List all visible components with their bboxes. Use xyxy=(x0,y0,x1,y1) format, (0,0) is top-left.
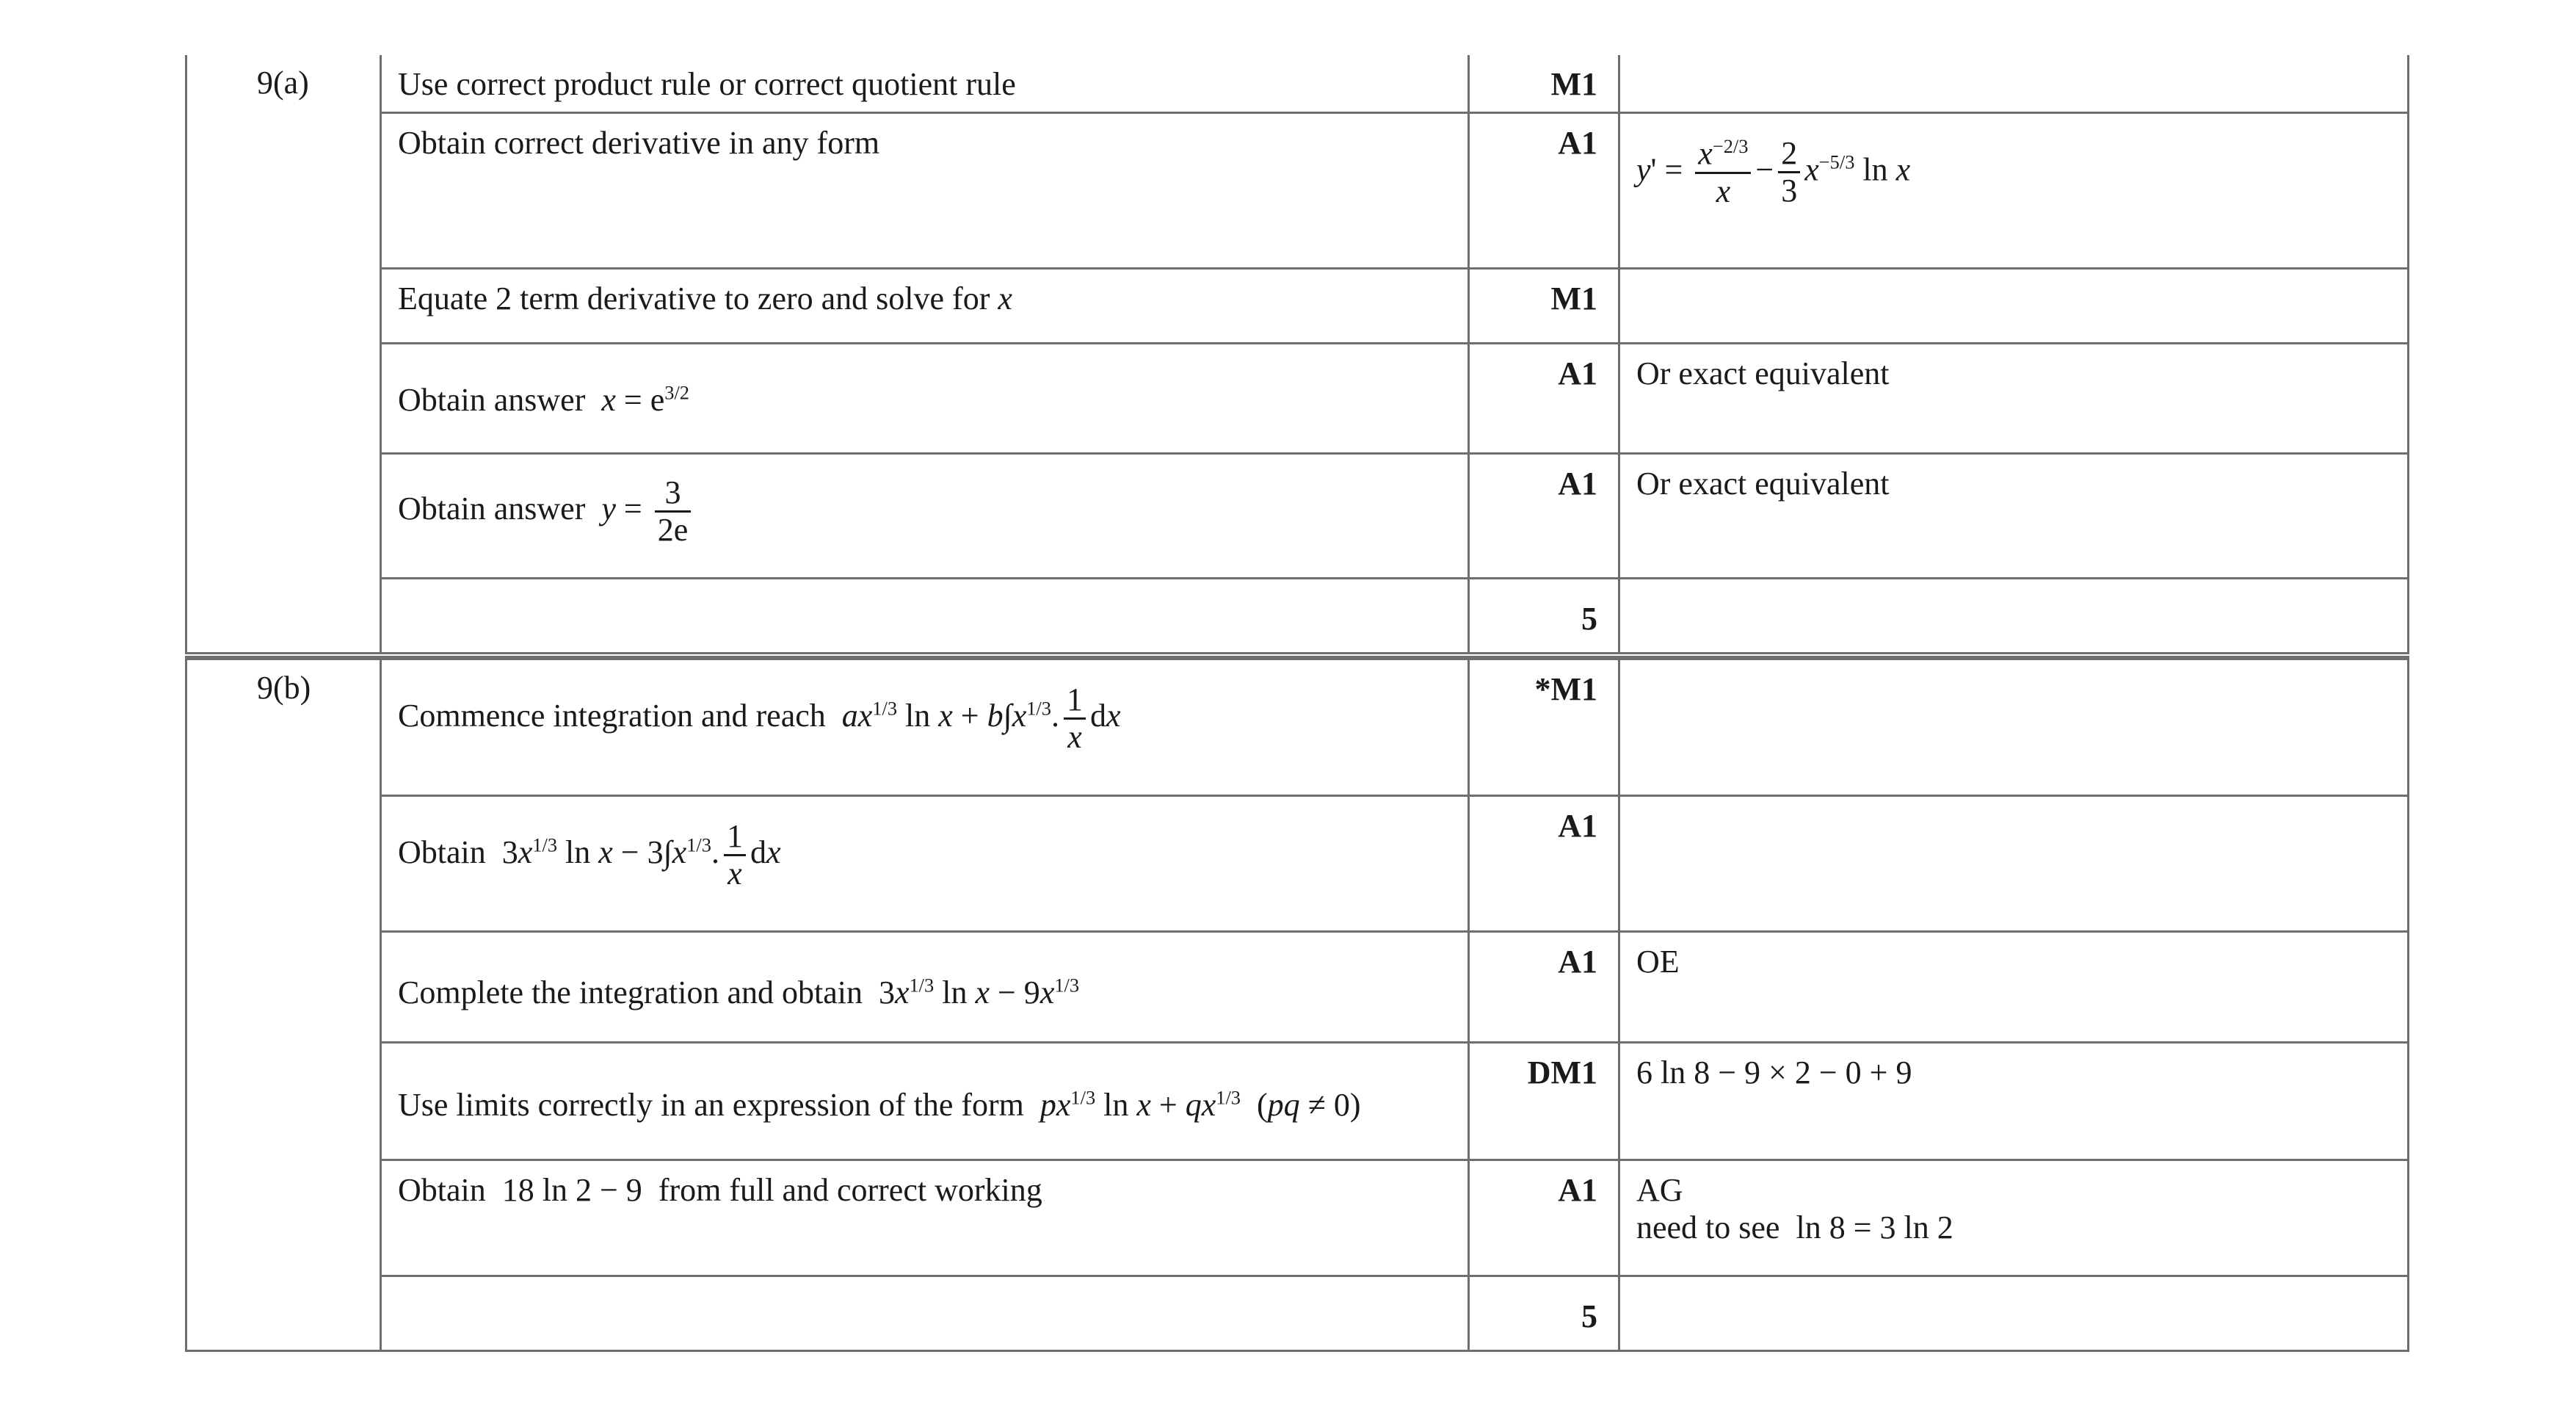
mark-cell: A1 xyxy=(1469,343,1619,453)
mark-cell: M1 xyxy=(1469,55,1619,112)
guidance-cell: 6 ln 8 − 9 × 2 − 0 + 9 xyxy=(1619,1043,2409,1160)
mark-cell: A1 xyxy=(1469,453,1619,578)
answer-cell: Obtain answer y = $\frac{3}{2e}$ xyxy=(381,453,1469,578)
mark-cell: A1 xyxy=(1469,1160,1619,1276)
answer-cell: Obtain correct derivative in any form xyxy=(381,112,1469,268)
guidance-cell xyxy=(1619,659,2409,796)
mark-scheme-table-part-b xyxy=(185,656,2409,1352)
answer-cell: Use correct product rule or correct quotient rule xyxy=(381,55,1469,112)
answer-cell: Commence integration and reach $ax^{1/3}$ $\ln x + b\int x^{1/3}$. $\frac{1}{x}$ dx xyxy=(381,659,1469,796)
answer-cell xyxy=(381,578,1469,653)
guidance-cell: Or exact equivalent xyxy=(1619,343,2409,453)
answer-cell: Obtain answer $x = e^{3/2}$ xyxy=(381,343,1469,453)
mark-scheme-table-part-a xyxy=(185,55,2409,654)
guidance-cell xyxy=(1619,1276,2409,1351)
mark-cell: A1 xyxy=(1469,932,1619,1043)
total-mark-cell: 5 xyxy=(1469,1276,1619,1351)
mark-cell: A1 xyxy=(1469,796,1619,932)
guidance-cell: Or exact equivalent xyxy=(1619,453,2409,578)
guidance-cell: AG need to see ln 8 = 3 ln 2 xyxy=(1619,1160,2409,1276)
guidance-cell xyxy=(1619,112,2409,268)
question-number: 9(a) xyxy=(186,55,381,653)
guidance-cell xyxy=(1619,578,2409,653)
answer-cell: Use limits correctly in an expression of the form $px^{1/3}$ $\ln x + qx^{1/3}$ (pq ≠ 0) xyxy=(381,1043,1469,1160)
mark-cell: M1 xyxy=(1469,268,1619,343)
guidance-cell: OE xyxy=(1619,932,2409,1043)
question-number: 9(b) xyxy=(186,659,381,1351)
answer-cell: Obtain $3x^{1/3}$ $\ln x - 3\int x^{1/3}$. $\frac{1}{x}$ dx xyxy=(381,796,1469,932)
mark-cell: *M1 xyxy=(1469,659,1619,796)
guidance-cell xyxy=(1619,55,2409,112)
answer-cell: Obtain 18 ln 2 − 9 from full and correct working xyxy=(381,1160,1469,1276)
answer-cell xyxy=(381,1276,1469,1351)
derivative-formula: y' = $\frac{x^{-2/3}}{x}$ − $\frac{2}{3}$ $x^{-5/3}$ ln x xyxy=(1636,134,1911,209)
answer-cell: Complete the integration and obtain $3x^{1/3}$ $\ln x - 9x^{1/3}$ xyxy=(381,932,1469,1043)
total-mark-cell: 5 xyxy=(1469,578,1619,653)
guidance-cell xyxy=(1619,796,2409,932)
guidance-cell xyxy=(1619,268,2409,343)
mark-cell: DM1 xyxy=(1469,1043,1619,1160)
answer-cell: Equate 2 term derivative to zero and solve for x xyxy=(381,268,1469,343)
mark-cell: A1 xyxy=(1469,112,1619,268)
